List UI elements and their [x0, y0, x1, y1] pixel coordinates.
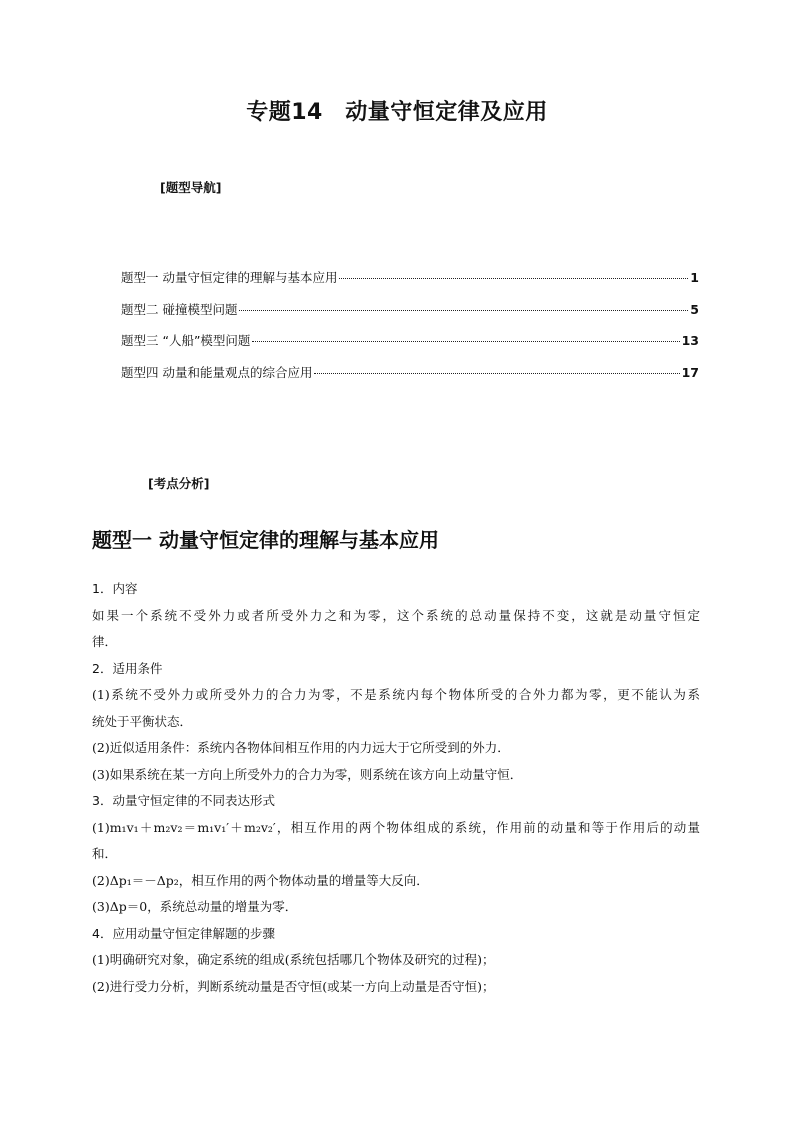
- paragraph-line: 统处于平衡状态．: [92, 713, 193, 729]
- paragraph-line: 律．: [92, 634, 118, 649]
- toc-leader-dots: [314, 373, 679, 374]
- subheading-steps: 4．应用动量守恒定律解题的步骤: [92, 925, 275, 941]
- toc-entry[interactable]: [121, 363, 699, 395]
- toc-leader-dots: [239, 310, 688, 311]
- paragraph-line: (1)系统不受外力或所受外力的合力为零，不是系统内每个物体所受的合外力都为零，更不能认为系: [92, 687, 700, 702]
- toc-entry-label: 题型二 碰撞模型问题: [121, 301, 238, 317]
- table-of-contents: [121, 268, 699, 394]
- body-text: [92, 576, 700, 1000]
- paragraph-line: (3)如果系统在某一方向上所受外力的合力为零，则系统在该方向上动量守恒．: [92, 766, 523, 782]
- toc-entry[interactable]: [121, 331, 699, 363]
- toc-leader-dots: [339, 278, 688, 279]
- paragraph-line: 和．: [92, 846, 118, 861]
- paragraph-line: 如果一个系统不受外力或者所受外力之和为零，这个系统的总动量保持不变，这就是动量守恒定: [92, 607, 700, 623]
- toc-entry[interactable]: [121, 300, 699, 332]
- formula-line: (3)Δp＝0，系统总动量的增量为零．: [92, 899, 298, 914]
- page-title: 专题14 动量守恒定律及应用: [246, 100, 548, 125]
- formula-line: (2)Δp₁＝－Δp₂，相互作用的两个物体动量的增量等大反向．: [92, 872, 429, 888]
- subheading-expressions: 3．动量守恒定律的不同表达形式: [92, 793, 275, 808]
- nav-heading: [题型导航]: [160, 180, 222, 195]
- subheading-content: 1．内容: [92, 581, 138, 596]
- toc-leader-dots: [252, 341, 679, 342]
- toc-entry-page: 17: [681, 364, 699, 380]
- subheading-conditions: 2．适用条件: [92, 660, 163, 676]
- toc-entry-label: 题型三 “人船”模型问题: [121, 333, 251, 348]
- toc-entry[interactable]: [121, 268, 699, 300]
- toc-entry-page: 13: [681, 333, 699, 348]
- toc-entry-label: 题型四 动量和能量观点的综合应用: [121, 364, 313, 380]
- toc-entry-page: 1: [690, 270, 699, 285]
- paragraph-line: (1)明确研究对象，确定系统的组成(系统包括哪几个物体及研究的过程)；: [92, 952, 495, 967]
- analysis-heading: [考点分析]: [148, 476, 210, 491]
- paragraph-line: (2)进行受力分析，判断系统动量是否守恒(或某一方向上动量是否守恒)；: [92, 978, 495, 994]
- paragraph-line: (2)近似适用条件：系统内各物体间相互作用的内力远大于它所受到的外力．: [92, 740, 510, 755]
- toc-entry-label: 题型一 动量守恒定律的理解与基本应用: [121, 270, 338, 285]
- toc-entry-page: 5: [690, 301, 699, 317]
- section-heading: 题型一 动量守恒定律的理解与基本应用: [92, 528, 439, 552]
- formula-line: (1)m₁v₁＋m₂v₂＝m₁v₁′＋m₂v₂′，相互作用的两个物体组成的系统，作用前的动量和等于作用后的动量: [92, 819, 700, 835]
